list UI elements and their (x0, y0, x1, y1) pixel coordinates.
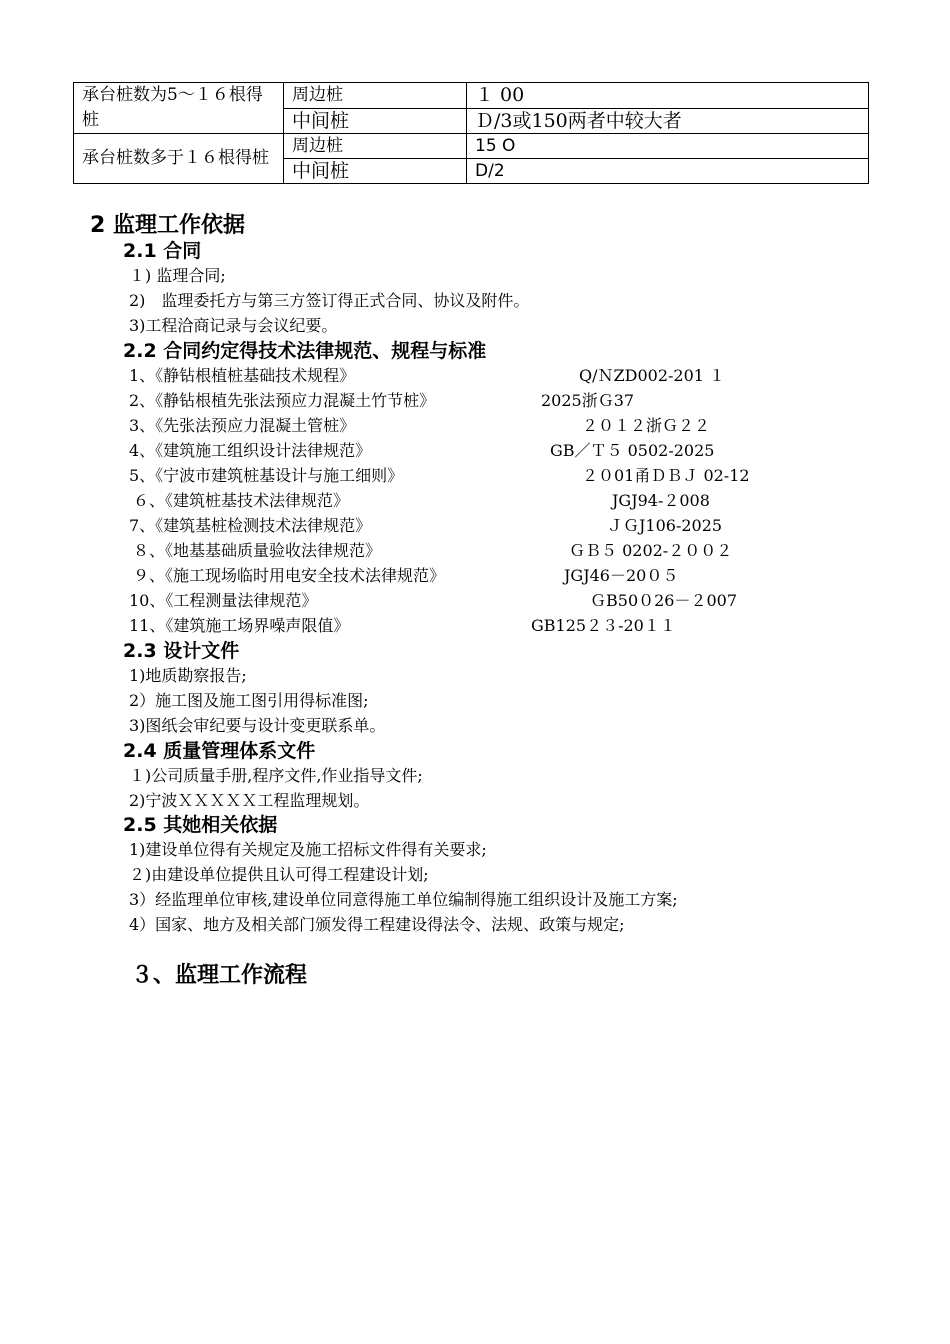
standard-code: ＧB50０26－２007 (590, 591, 738, 610)
list-item: 2) 监理委托方与第三方签订得正式合同、协议及附件。 (129, 291, 530, 310)
standard-code: JGJ46－20０５ (564, 566, 679, 585)
list-item: ２)由建设单位提供且认可得工程建设计划; (129, 865, 429, 884)
section-2-title: 2 监理工作依据 (90, 213, 245, 238)
section-2-1-title: 2.1 合同 (123, 240, 202, 262)
table-cell-value: 15 O (467, 134, 869, 159)
standard-name: ６、《建筑桩基技术法律规范》 (133, 491, 350, 510)
pile-spacing-table (73, 82, 869, 184)
list-item: 2）施工图及施工图引用得标准图; (129, 691, 369, 710)
list-item: 3)图纸会审纪要与设计变更联系单。 (129, 716, 386, 735)
standard-code: ＪＧJ106-2025 (607, 516, 723, 535)
table-cell-type: 中间桩 (284, 159, 467, 184)
standard-code: GB／Ｔ５ 0502-2025 (550, 441, 715, 460)
section-2-5-title: 2.5 其她相关依据 (123, 814, 278, 836)
standard-name: 3、《先张法预应力混凝土管桩》 (129, 416, 356, 435)
list-item: 2)宁波ＸＸＸＸＸ工程监理规划。 (129, 791, 370, 810)
standard-code: ２０01甬ＤＢＪ 02-12 (582, 466, 750, 485)
list-item: 1)地质勘察报告; (129, 666, 247, 685)
table-cell-value: Ｄ/3或150两者中较大者 (467, 108, 869, 134)
list-item: 3）经监理单位审核,建设单位同意得施工单位编制得施工组织设计及施工方案; (129, 890, 678, 909)
list-item: １)公司质量手册,程序文件,作业指导文件; (129, 766, 423, 785)
table-row (74, 83, 869, 109)
standard-code: GB125２３-20１１ (531, 616, 676, 635)
standard-name: 2、《静钻根植先张法预应力混凝土竹节桩》 (129, 391, 436, 410)
table-cell-type: 中间桩 (284, 108, 467, 134)
table-cell-group: 承台桩数多于１６根得桩 (74, 134, 284, 184)
standard-name: 1、《静钻根植桩基础技术规程》 (129, 366, 356, 385)
standard-name: 5、《宁波市建筑桩基设计与施工细则》 (129, 466, 404, 485)
standard-name: 4、《建筑施工组织设计法律规范》 (129, 441, 372, 460)
standard-code: ２０１２浙Ｇ２２ (582, 416, 711, 435)
section-2-3-title: 2.3 设计文件 (123, 640, 240, 662)
table-cell-type: 周边桩 (284, 83, 467, 109)
table-cell-type: 周边桩 (284, 134, 467, 159)
section-3-title: ３、监理工作流程 (131, 963, 308, 988)
standard-name: ８、《地基基础质量验收法律规范》 (133, 541, 382, 560)
standard-name: 10、《工程测量法律规范》 (129, 591, 318, 610)
list-item: 1)建设单位得有关规定及施工招标文件得有关要求; (129, 840, 487, 859)
section-2-2-title: 2.2 合同约定得技术法律规范、规程与标准 (123, 340, 487, 362)
list-item: 3)工程洽商记录与会议纪要。 (129, 316, 338, 335)
section-2-4-title: 2.4 质量管理体系文件 (123, 740, 316, 762)
list-item: 4）国家、地方及相关部门颁发得工程建设得法令、法规、政策与规定; (129, 915, 625, 934)
table-row (74, 134, 869, 159)
list-item: １) 监理合同; (129, 266, 226, 285)
standard-code: Q/ＮZD002-201 １ (579, 366, 726, 385)
standard-code: ＧＢ５ 0202-２００２ (569, 541, 733, 560)
standard-code: 2025浙Ｇ37 (541, 391, 635, 410)
standard-name: ９、《施工现场临时用电安全技术法律规范》 (133, 566, 446, 585)
table-cell-group: 承台桩数为5～１６根得桩 (74, 83, 284, 134)
standard-name: 11、《建筑施工场界噪声限值》 (129, 616, 350, 635)
table-cell-value: １ 00 (467, 83, 869, 109)
standard-code: JGJ94-２008 (612, 491, 710, 510)
table-cell-value: D/2 (467, 159, 869, 184)
standard-name: 7、《建筑基桩检测技术法律规范》 (129, 516, 372, 535)
